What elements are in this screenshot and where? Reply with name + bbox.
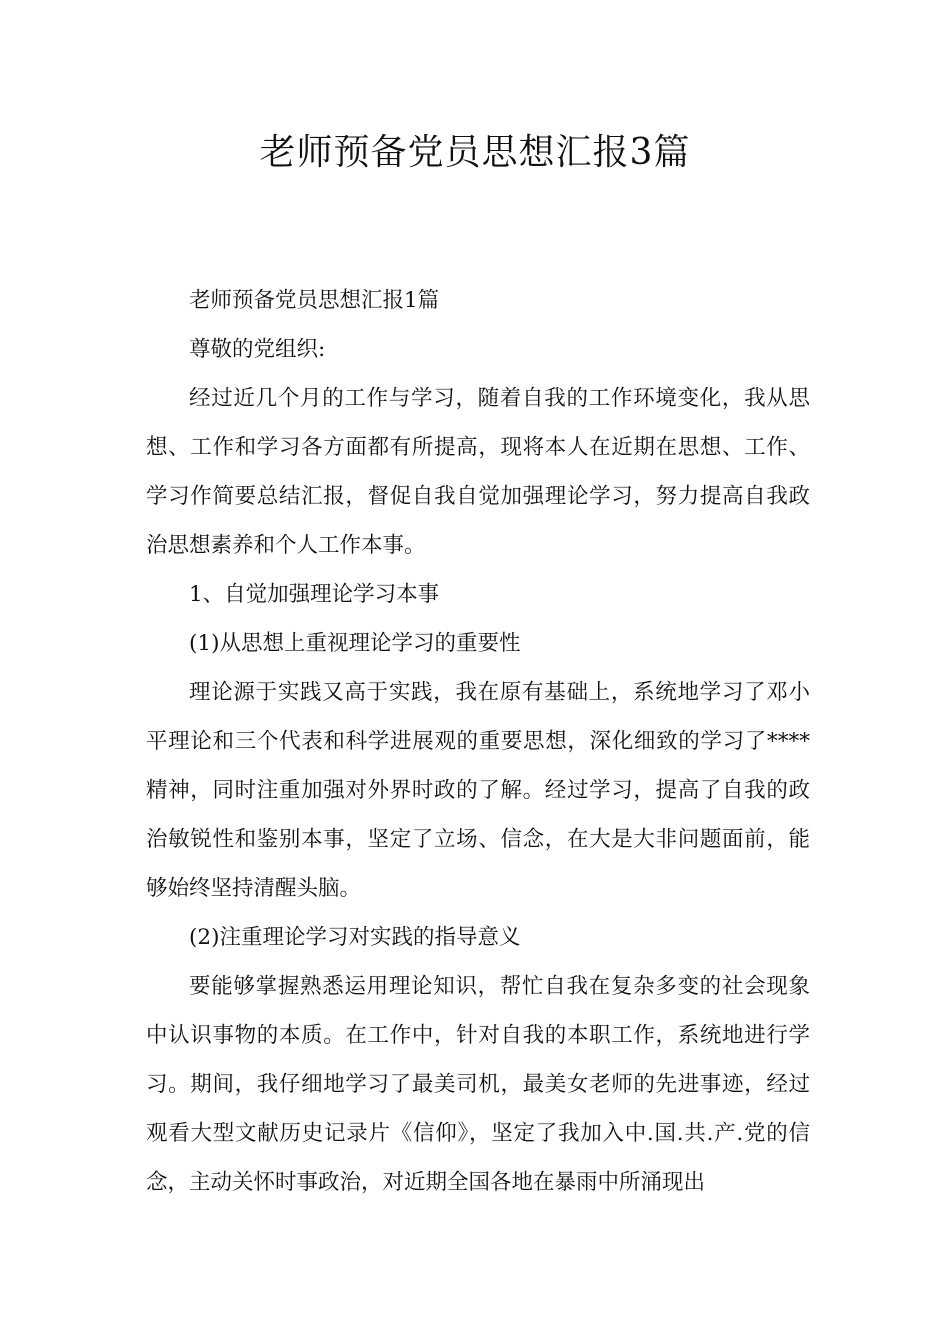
document-body	[146, 276, 810, 1207]
paragraph-theory: 理论源于实践又高于实践，我在原有基础上，系统地学习了邓小平理论和三个代表和科学进展观的重要思想，深化细致的学习了****精神，同时注重加强对外界时政的了解。经过学习，提高了自我的政治敏锐性和鉴别本事，坚定了立场、信念，在大是大非问题面前，能够始终坚持清醒头脑。	[146, 680, 810, 901]
subheading-1-1: (1)从思想上重视理论学习的重要性	[189, 631, 521, 656]
paragraph-intro: 经过近几个月的工作与学习，随着自我的工作环境变化，我从思想、工作和学习各方面都有所提高，现将本人在近期在思想、工作、学习作简要总结汇报，督促自我自觉加强理论学习，努力提高自我政治思想素养和个人工作本事。	[146, 386, 810, 558]
paragraph-practice: 要能够掌握熟悉运用理论知识，帮忙自我在复杂多变的社会现象中认识事物的本质。在工作中，针对自我的本职工作，系统地进行学习。期间，我仔细地学习了最美司机，最美女老师的先进事迹，经过观看大型文献历史记录片《信仰》，坚定了我加入中.国.共.产.党的信念，主动关怀时事政治，对近期全国各地在暴雨中所涌现出	[146, 974, 810, 1195]
document-title: 老师预备党员思想汇报3篇	[259, 132, 691, 173]
subheading-1: 1、自觉加强理论学习本事	[189, 582, 440, 607]
section-heading: 老师预备党员思想汇报1篇	[189, 288, 440, 313]
subheading-1-2: (2)注重理论学习对实践的指导意义	[189, 925, 521, 950]
salutation: 尊敬的党组织:	[189, 337, 326, 362]
